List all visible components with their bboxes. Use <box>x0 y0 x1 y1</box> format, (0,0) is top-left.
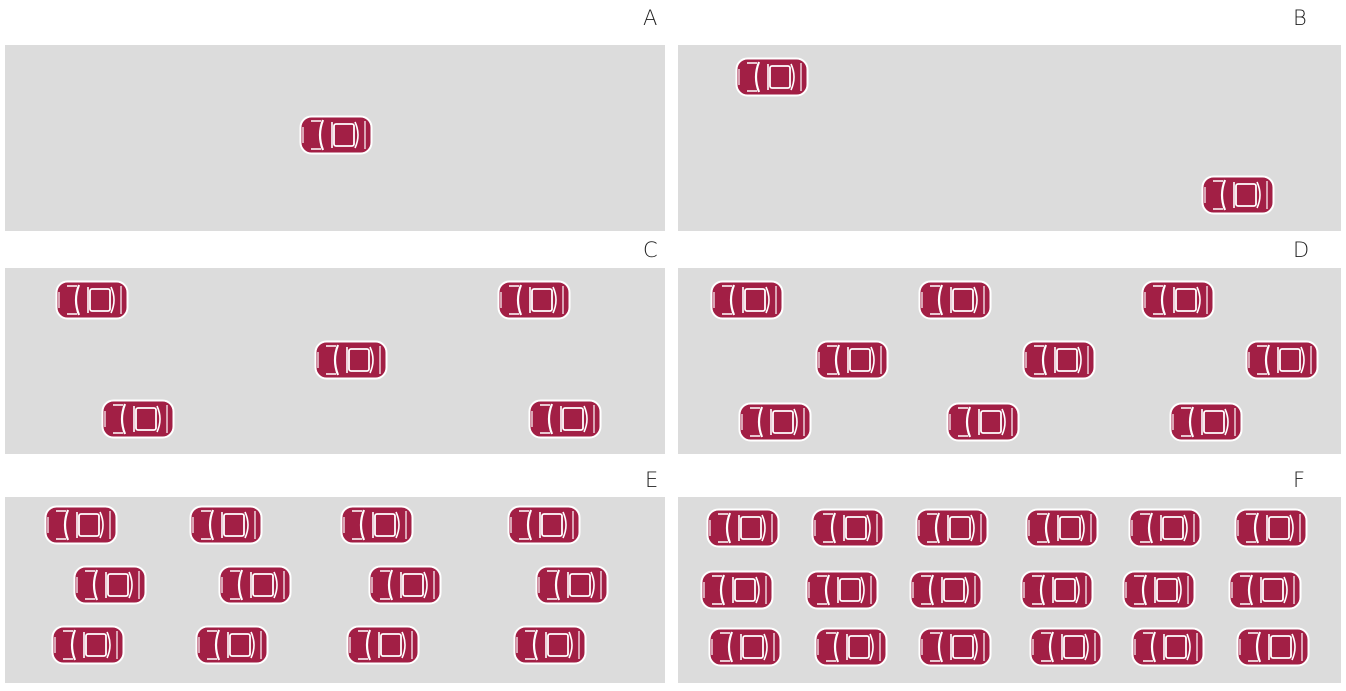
car-icon <box>1234 508 1308 548</box>
car-icon <box>1128 508 1202 548</box>
car-icon <box>1201 175 1275 215</box>
car-icon <box>368 565 442 605</box>
car-icon <box>1020 570 1094 610</box>
car-icon <box>1131 627 1205 667</box>
car-icon <box>340 505 414 545</box>
car-icon <box>1228 570 1302 610</box>
car-icon <box>1245 340 1319 380</box>
car-icon <box>51 625 125 665</box>
car-icon <box>814 627 888 667</box>
panel-label-b: B <box>1293 6 1307 30</box>
car-icon <box>101 399 175 439</box>
panel-label-d: D <box>1293 238 1310 262</box>
car-icon <box>44 505 118 545</box>
car-icon <box>1122 570 1196 610</box>
car-icon <box>805 570 879 610</box>
car-icon <box>1141 280 1215 320</box>
car-icon <box>218 565 292 605</box>
car-icon <box>535 565 609 605</box>
car-icon <box>507 505 581 545</box>
car-icon <box>811 508 885 548</box>
car-icon <box>1169 402 1243 442</box>
car-icon <box>1029 627 1103 667</box>
panel-label-a: A <box>643 6 658 30</box>
car-icon <box>314 340 388 380</box>
car-icon <box>195 625 269 665</box>
car-icon <box>735 57 809 97</box>
car-icon <box>918 627 992 667</box>
car-icon <box>1236 627 1310 667</box>
car-icon <box>706 508 780 548</box>
car-icon <box>299 115 373 155</box>
panel-label-e: E <box>645 468 659 492</box>
car-icon <box>708 627 782 667</box>
panel-label-c: C <box>643 238 658 262</box>
car-icon <box>346 625 420 665</box>
car-icon <box>710 280 784 320</box>
car-icon <box>815 340 889 380</box>
car-icon <box>1025 508 1099 548</box>
car-icon <box>909 570 983 610</box>
car-icon <box>528 399 602 439</box>
car-icon <box>497 280 571 320</box>
car-icon <box>700 570 774 610</box>
car-icon <box>1022 340 1096 380</box>
car-icon <box>738 402 812 442</box>
car-icon <box>918 280 992 320</box>
car-icon <box>946 402 1020 442</box>
car-icon <box>55 280 129 320</box>
panel-label-f: F <box>1293 468 1306 492</box>
car-icon <box>189 505 263 545</box>
car-icon <box>915 508 989 548</box>
car-icon <box>513 625 587 665</box>
car-icon <box>73 565 147 605</box>
